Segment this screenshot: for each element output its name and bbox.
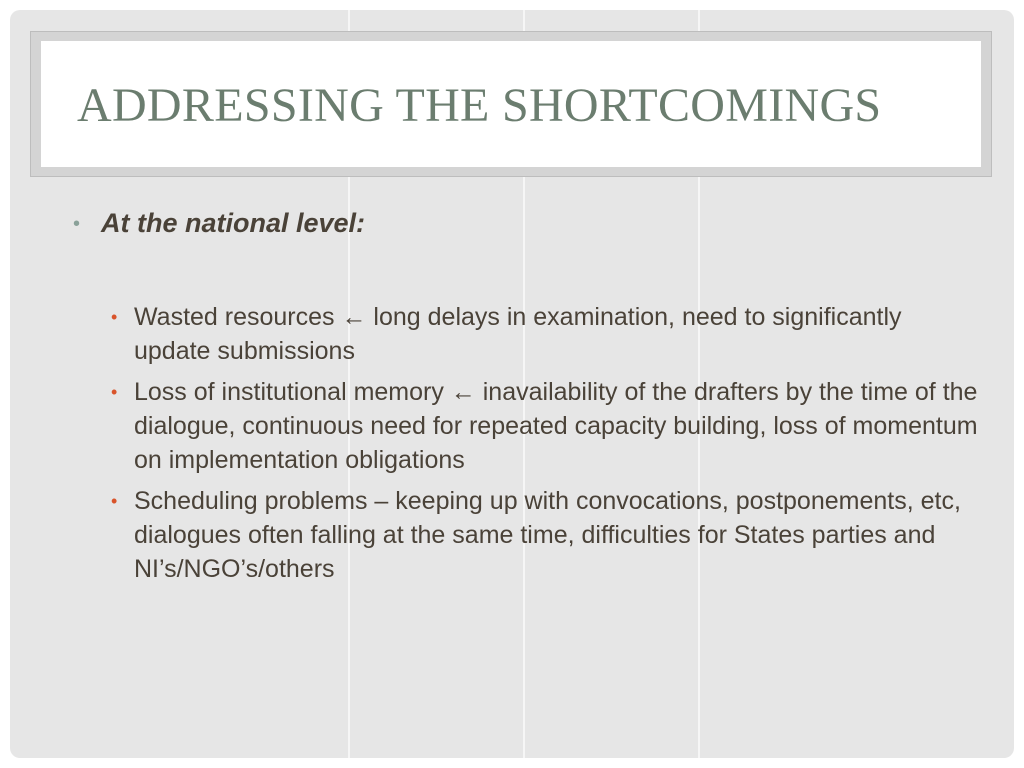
slide bbox=[10, 10, 1014, 758]
slide-content bbox=[10, 10, 1014, 758]
slide-title: ADDRESSING THE SHORTCOMINGS bbox=[77, 79, 882, 132]
list-item-text: Wasted resources ← long delays in examination, need to significantly update submissions bbox=[134, 303, 902, 365]
level1-bullet-icon: • bbox=[73, 213, 81, 235]
sub-bullet-list bbox=[108, 300, 978, 593]
list-item bbox=[108, 484, 978, 586]
sub-bullet-icon: • bbox=[111, 491, 118, 511]
list-item-text: Loss of institutional memory ← inavailability of the drafters by the time of the dialogue, continuous need for repeated capacity building, loss of momentum on implementation obligations bbox=[134, 378, 978, 474]
level1-heading: At the national level: bbox=[101, 208, 366, 238]
level1-bullet-item bbox=[73, 203, 365, 244]
list-item bbox=[108, 300, 978, 368]
sub-bullet-icon: • bbox=[111, 307, 118, 327]
sub-bullet-icon: • bbox=[111, 382, 118, 402]
list-item-text: Scheduling problems – keeping up with convocations, postponements, etc, dialogues often falling at the same time, difficulties for States parties and NI’s/NGO’s/others bbox=[134, 487, 961, 583]
list-item bbox=[108, 375, 978, 477]
